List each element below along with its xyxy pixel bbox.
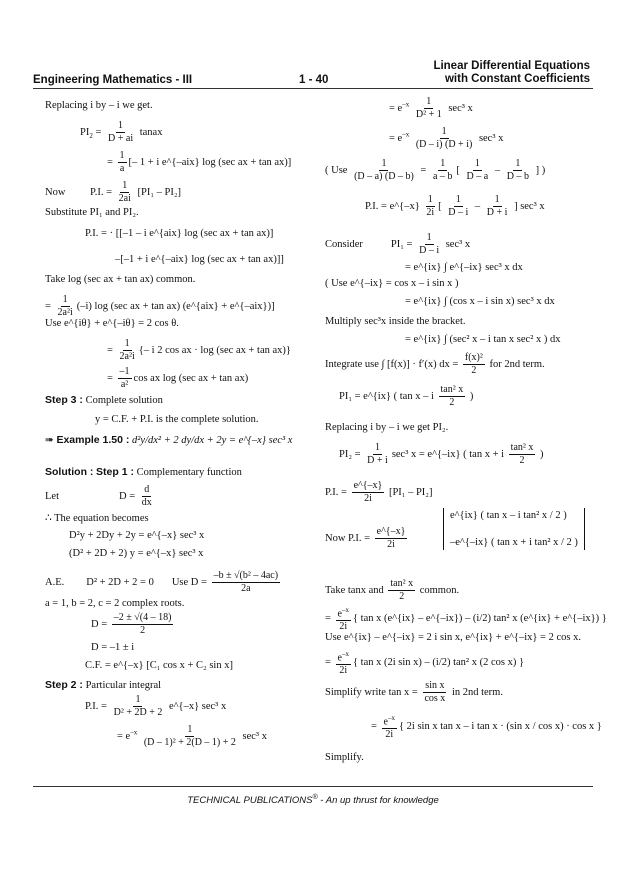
equation-ae xyxy=(45,570,282,595)
numerator: –b ± √(b² – 4ac) xyxy=(213,570,279,581)
denominator: 2i xyxy=(364,493,372,504)
denominator: 2 xyxy=(140,625,146,636)
rhs: [PI₁ – PI₂] xyxy=(137,186,181,198)
tail: in 2nd term. xyxy=(451,686,503,698)
fraction: $\frac{1}{D - i}$ xyxy=(419,232,440,256)
equation-line: = e^{ix} ∫ (sec² x – i tan x sec² x ) dx xyxy=(405,334,561,345)
step-text: Complementary function xyxy=(136,467,242,478)
fraction: $\frac{1}{D - a}$ xyxy=(466,158,489,182)
equation-pi2: $PI_2$ = $\frac{1}{D + ai}$ tanax xyxy=(80,120,163,144)
solution-line xyxy=(45,466,242,478)
lhs: PI₂ = xyxy=(339,448,361,460)
rhs: [PI₁ – PI₂] xyxy=(388,486,433,498)
equation-line: = $\frac{-1}{\text{a²}}$ cos ax log (sec ax + tan ax) xyxy=(107,366,249,390)
header-page-number: 1 - 40 xyxy=(299,74,329,86)
fraction xyxy=(106,120,135,145)
fraction xyxy=(375,526,408,551)
rhs: [– 1 + i e^{–aix} log (sec ax + tan ax)] xyxy=(128,156,292,168)
step-label: Step 1 : xyxy=(96,466,134,478)
equation-take xyxy=(325,578,459,603)
matrix-row: –e^{–ix} ( tan x + i tan² x / 2 ) xyxy=(450,537,578,548)
lhs: P.I. = xyxy=(90,186,113,198)
publisher-name: TECHNICAL PUBLICATIONS xyxy=(187,795,313,807)
fraction: $\frac{1}{2i}$ xyxy=(426,194,435,218)
fraction xyxy=(112,612,174,637)
rhs: sec³ x xyxy=(448,102,473,114)
fraction: $\frac{1}{\text{D² + 1}}$ xyxy=(415,96,442,120)
denominator: D + ai xyxy=(108,133,134,144)
text-line: Replacing i by – i we get PI₂. xyxy=(325,422,449,433)
fraction: $\frac{-1}{\text{a²}}$ xyxy=(119,366,130,390)
fraction: $\frac{e^{-x}}{2i}$ xyxy=(383,714,395,741)
equation-now-pi-matrix xyxy=(325,526,409,551)
fraction: $\frac{1}{D + i}$ xyxy=(486,194,508,218)
rhs: cos ax log (sec ax + tan ax) xyxy=(133,372,249,384)
equation-line: = $\frac{e^{-x}}{2i}$ { 2i sin x tan x – i tan x · (sin x / cos x) · cos x } xyxy=(371,714,602,741)
chapter-title-line1: Linear Differential Equations xyxy=(433,60,590,72)
label: Consider xyxy=(325,238,363,250)
use-label: Use D = xyxy=(171,576,207,588)
denominator: D – a xyxy=(466,171,489,182)
equation-line: = $e^{-x}$ $\frac{1}{\text{(D – 1)² + 2(D – 1) + 2}}$ sec³ x xyxy=(117,724,267,748)
rhs: sec³ x xyxy=(445,238,471,250)
denominator: D² + 2D + 2 xyxy=(113,707,163,718)
mid: sec³ x = e^{–ix} xyxy=(391,448,461,460)
rhs: { tan x (e^{ix} – e^{–ix}) – (i/2) tan² x (e^{ix} + e^{–ix}) } xyxy=(353,613,607,625)
fraction: $\frac{1}{\text{D² + 2D + 2}}$ xyxy=(113,694,163,718)
denominator: 2 xyxy=(399,591,405,602)
fraction xyxy=(463,352,485,377)
equation-line: –[–1 + i e^{–aix} log (sec ax + tan ax)]] xyxy=(115,254,284,265)
denominator: D – b xyxy=(506,171,529,182)
rhs: sec³ x xyxy=(242,730,267,742)
denominator: D + i xyxy=(486,207,508,218)
equation-use-partial-fractions: ( Use $\frac{1}{(D - a) (D - b)}$ = $\frac{1}{a - b}$ [ $\frac{1}{D - a}$ – $\frac{1}{D - b}$ ] ) xyxy=(325,158,546,182)
lhs: P.I. = e^{–x} xyxy=(365,200,420,212)
fraction: $\frac{e^{-x}}{2i}$ xyxy=(337,606,349,633)
fraction: $\frac{1}{D + i}$ xyxy=(367,442,388,466)
equation-let xyxy=(45,484,156,509)
body: tan x – i xyxy=(399,390,434,402)
fraction: $\frac{1}{\text{2a²i}}$ xyxy=(57,294,73,318)
equation-line: D²y + 2Dy + 2y = e^{–x} sec³ x xyxy=(69,530,205,541)
tagline: - An up thrust for knowledge xyxy=(317,795,439,807)
step-text: Complete solution xyxy=(85,395,163,406)
header-rule xyxy=(33,88,593,89)
tail: common. xyxy=(419,584,460,596)
denominator: 2ai xyxy=(118,193,131,204)
rhs: { 2i sin x tan x – i tan x · (sin x / cos x) · cos x } xyxy=(399,721,602,733)
header-chapter-title xyxy=(433,60,590,86)
equation-consider xyxy=(325,232,470,257)
denominator: cos x xyxy=(424,693,446,704)
numerator: f(x)² xyxy=(464,352,483,363)
label: Let xyxy=(45,490,59,502)
equation-integrate xyxy=(325,352,545,377)
rhs: tanax xyxy=(139,126,163,138)
denominator: 2 xyxy=(449,397,455,408)
equation-line: = $\frac{e^{-x}}{2i}$ { tan x (e^{ix} – e^{–ix}) – (i/2) tan² x (e^{ix} + e^{–ix}) } xyxy=(325,606,607,633)
denominator: a – b xyxy=(432,171,453,182)
lhs: P.I. = xyxy=(325,486,347,498)
label: A.E. xyxy=(45,576,65,588)
fraction xyxy=(422,680,447,705)
equation-line: PI₁ = e^{ix} ( tan x – i $\frac{\text{tan² x}}{2}$ ) xyxy=(339,384,474,408)
fraction xyxy=(140,484,154,509)
fraction xyxy=(388,578,415,603)
step-text: Particular integral xyxy=(85,680,162,691)
numerator: –2 ± √(4 – 18) xyxy=(113,612,172,623)
equation-line: (D² + 2D + 2) y = e^{–x} sec³ x xyxy=(69,548,204,559)
numerator: sin x xyxy=(425,680,445,691)
denominator: dx xyxy=(141,497,152,508)
equation-line: = $\frac{1}{\text{2a²i}}$ (–i) log (sec ax + tan ax) (e^{aix} + e^{–aix})] xyxy=(45,294,275,318)
rhs: e^{–x} sec³ x xyxy=(168,700,227,712)
equation-simplify-write xyxy=(325,680,503,705)
fraction: $\frac{1}{D - i}$ xyxy=(448,194,469,218)
equation-line: P.I. = $\frac{1}{\text{D² + 2D + 2}}$ e^{–x} sec³ x xyxy=(85,694,227,718)
example-label: Example 1.50 : xyxy=(56,434,130,446)
fraction: $\frac{1}{2ai}$ xyxy=(118,180,131,204)
footer-rule xyxy=(33,786,593,787)
step-3-line xyxy=(45,394,163,406)
equation-line: = $e^{-x}$ $\frac{1}{\text{D² + 1}}$ sec³ x xyxy=(389,96,473,120)
equation-line: P.I. = · [[–1 – i e^{aix} log (sec ax + tan ax)] xyxy=(85,228,274,239)
rhs: sec³ x xyxy=(520,200,545,212)
rhs: { tan x (2i sin x) – (i/2) tan² x (2 cos x) } xyxy=(353,657,524,669)
denominator: 2 xyxy=(519,455,525,466)
step-label: Step 2 : xyxy=(45,679,83,691)
denominator: (D – a) (D – b) xyxy=(354,171,414,182)
step-2-line xyxy=(45,679,161,691)
text-line: a = 1, b = 2, c = 2 complex roots. xyxy=(45,598,185,609)
step-label: Step 3 : xyxy=(45,394,83,406)
text-line: ∴ The equation becomes xyxy=(45,513,149,524)
denominator: D² + 1 xyxy=(415,109,442,120)
fraction: $\frac{1}{a - b}$ xyxy=(432,158,453,182)
denominator: 2i xyxy=(387,539,395,550)
pi-label: PI xyxy=(80,126,90,138)
denominator: D – i xyxy=(448,207,469,218)
equation-line: PI₂ = $\frac{1}{D + i}$ sec³ x = e^{–ix} ( tan x + i $\frac{\text{tan² x}}{2}$ ) xyxy=(339,442,544,466)
text-line: Use e^{iθ} + e^{–iθ} = 2 cos θ. xyxy=(45,318,179,329)
fraction: $\frac{e^{-x}}{2i}$ xyxy=(337,650,349,677)
body: tan x + i xyxy=(469,448,505,460)
fraction: $\frac{1}{\text{(D – 1)² + 2(D – 1) + 2}}$ xyxy=(143,724,236,748)
use-text: Use e^{–ix} = cos x – i sin x xyxy=(331,278,453,289)
arrow-icon: ➠ xyxy=(45,435,54,446)
numerator: d xyxy=(144,484,150,495)
fraction xyxy=(439,384,466,409)
label: Now xyxy=(45,186,66,198)
fraction: $\frac{1}{a}$ xyxy=(119,150,125,174)
lhs: D = xyxy=(119,490,136,502)
fraction xyxy=(509,442,536,467)
label: Integrate use ∫ [f(x)] · f′(x) dx = xyxy=(325,358,459,370)
text-line: Simplify. xyxy=(325,752,364,763)
lhs: D² + 2D + 2 = 0 xyxy=(86,576,154,588)
text-line: Replacing i by – i we get. xyxy=(45,100,153,111)
fraction: $\frac{1}{\text{2a²i}}$ xyxy=(119,338,135,362)
fraction xyxy=(212,570,281,595)
chapter-title-line2: with Constant Coefficients xyxy=(444,73,590,85)
denominator: 2i xyxy=(426,207,435,218)
fraction: $\frac{1}{D - b}$ xyxy=(506,158,529,182)
registered-mark: ® xyxy=(312,794,318,801)
numerator: e^{–x} xyxy=(353,480,383,491)
label: Simplify write tan x = xyxy=(325,686,418,698)
fraction xyxy=(352,480,385,505)
equation-line: D = –1 ± i xyxy=(91,642,135,653)
lhs: PI₁ = e^{ix} xyxy=(339,390,392,402)
rhs: sec³ x xyxy=(478,132,504,144)
example-equation: d²y/dx² + 2 dy/dx + 2y = e^{–x} sec³ x xyxy=(132,435,293,446)
equation-line: = $e^{-x}$ $\frac{1}{(D - i) (D + i)}$ sec³ x xyxy=(389,126,504,150)
numerator: 1 xyxy=(118,120,124,131)
numerator: e^{–x} xyxy=(376,526,406,537)
equation-line: = $\frac{e^{-x}}{2i}$ { tan x (2i sin x) – (i/2) tan² x (2 cos x) } xyxy=(325,650,524,677)
denominator: D – i xyxy=(419,245,440,256)
equation-line: = e^{ix} ∫ e^{–ix} sec³ x dx xyxy=(405,262,523,273)
lhs: Now P.I. = xyxy=(325,532,371,544)
text-line: Substitute PI₁ and PI₂. xyxy=(45,207,139,218)
text-line: Multiply sec³x inside the bracket. xyxy=(325,316,466,327)
equation-line: y = C.F. + P.I. is the complete solution. xyxy=(95,414,259,425)
solution-label: Solution : xyxy=(45,466,94,478)
equation-line xyxy=(325,480,432,505)
text-line: Use e^{ix} – e^{–ix} = 2 i sin x, e^{ix} + e^{–ix} = 2 cos x. xyxy=(325,632,581,643)
denominator: (D – 1)² + 2(D – 1) + 2 xyxy=(143,737,236,748)
text-line: ( Use e^{–ix} = cos x – i sin x ) xyxy=(325,278,459,289)
equation-line: C.F. = e^{–x} [C₁ cos x + C₂ sin x] xyxy=(85,660,233,671)
rhs: {– i 2 cos ax · log (sec ax + tan ax)} xyxy=(138,344,291,356)
label: Take tanx and xyxy=(325,584,384,596)
fraction: $\frac{1}{(D - a) (D - b)}$ xyxy=(354,158,414,182)
lhs: PI₁ = xyxy=(390,238,413,250)
denominator: D + i xyxy=(367,455,388,466)
denominator: (D – i) (D + i) xyxy=(415,139,473,150)
bracket-matrix xyxy=(443,508,585,550)
equation-line: = $\frac{1}{\text{2a²i}}$ {– i 2 cos ax · log (sec ax + tan ax)} xyxy=(107,338,291,362)
equation-line: = e^{ix} ∫ (cos x – i sin x) sec³ x dx xyxy=(405,296,555,307)
example-line xyxy=(45,434,292,446)
equation-line: = $\frac{1}{a}$ [– 1 + i e^{–aix} log (sec ax + tan ax)] xyxy=(107,150,292,174)
matrix-row: e^{ix} ( tan x – i tan² x / 2 ) xyxy=(450,510,567,521)
fraction: $\frac{1}{(D - i) (D + i)}$ xyxy=(415,126,473,150)
equation-line: D = $\frac{-2 \pm √(4 - 18)}{2}$ xyxy=(91,612,172,636)
numerator: tan² x xyxy=(390,578,414,589)
footer xyxy=(0,794,626,806)
text-line: Take log (sec ax + tan ax) common. xyxy=(45,274,196,285)
label: Use xyxy=(331,164,348,176)
subscript: 2 xyxy=(89,132,93,140)
tail: for 2nd term. xyxy=(489,358,545,370)
equation-line: P.I. = e^{–x} $\frac{1}{2i}$ [ $\frac{1}{D - i}$ – $\frac{1}{D + i}$ ] sec³ x xyxy=(365,194,545,218)
denominator: 2a xyxy=(241,583,251,594)
numerator: tan² x xyxy=(440,384,464,395)
denominator: 2 xyxy=(471,365,477,376)
rhs: (–i) log (sec ax + tan ax) (e^{aix} + e^{–aix})] xyxy=(76,300,275,312)
equation-now-pi xyxy=(45,180,181,205)
header-book-title: Engineering Mathematics - III xyxy=(33,74,193,86)
numerator: tan² x xyxy=(510,442,534,453)
